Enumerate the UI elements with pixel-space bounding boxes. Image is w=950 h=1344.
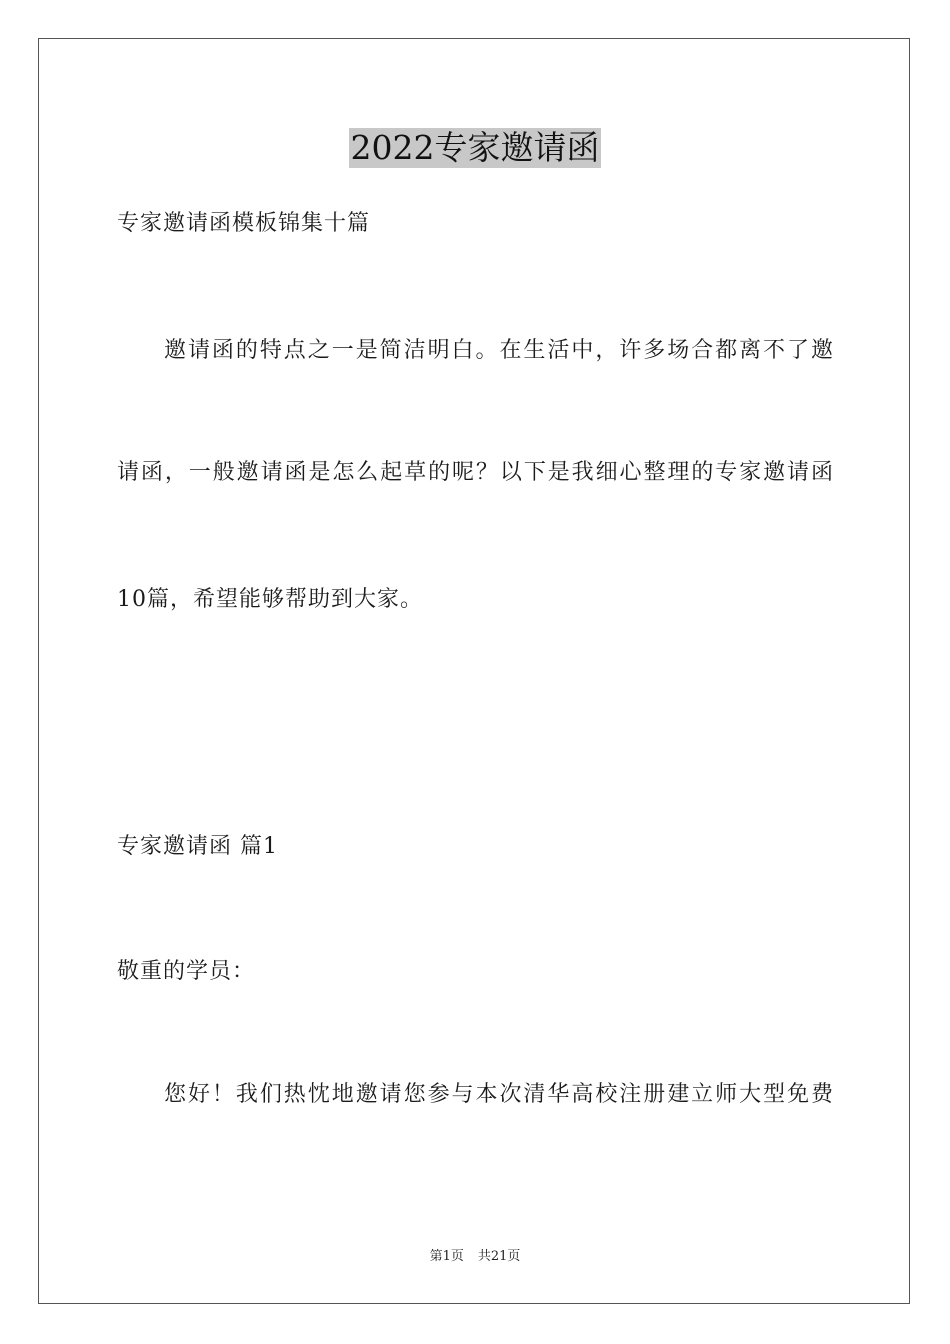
salutation: 敬重的学员： bbox=[117, 959, 256, 984]
body-line-1: 您好！我们热忱地邀请您参与本次清华高校注册建立师大型免费 bbox=[164, 1082, 833, 1107]
document-subtitle: 专家邀请函模板锦集十篇 bbox=[117, 211, 371, 236]
intro-line-3: 10篇，希望能够帮助到大家。 bbox=[117, 587, 423, 612]
page-total: 共21页 bbox=[477, 1249, 521, 1264]
page-number: 第1页 bbox=[429, 1249, 464, 1264]
page-footer bbox=[0, 1248, 950, 1266]
intro-line-2: 请函，一般邀请函是怎么起草的呢？以下是我细心整理的专家邀请函 bbox=[117, 460, 833, 485]
section-heading: 专家邀请函 篇1 bbox=[117, 834, 278, 859]
title-container bbox=[0, 128, 950, 168]
intro-line-1: 邀请函的特点之一是简洁明白。在生活中，许多场合都离不了邀 bbox=[164, 338, 833, 363]
document-title: 2022专家邀请函 bbox=[350, 128, 600, 167]
